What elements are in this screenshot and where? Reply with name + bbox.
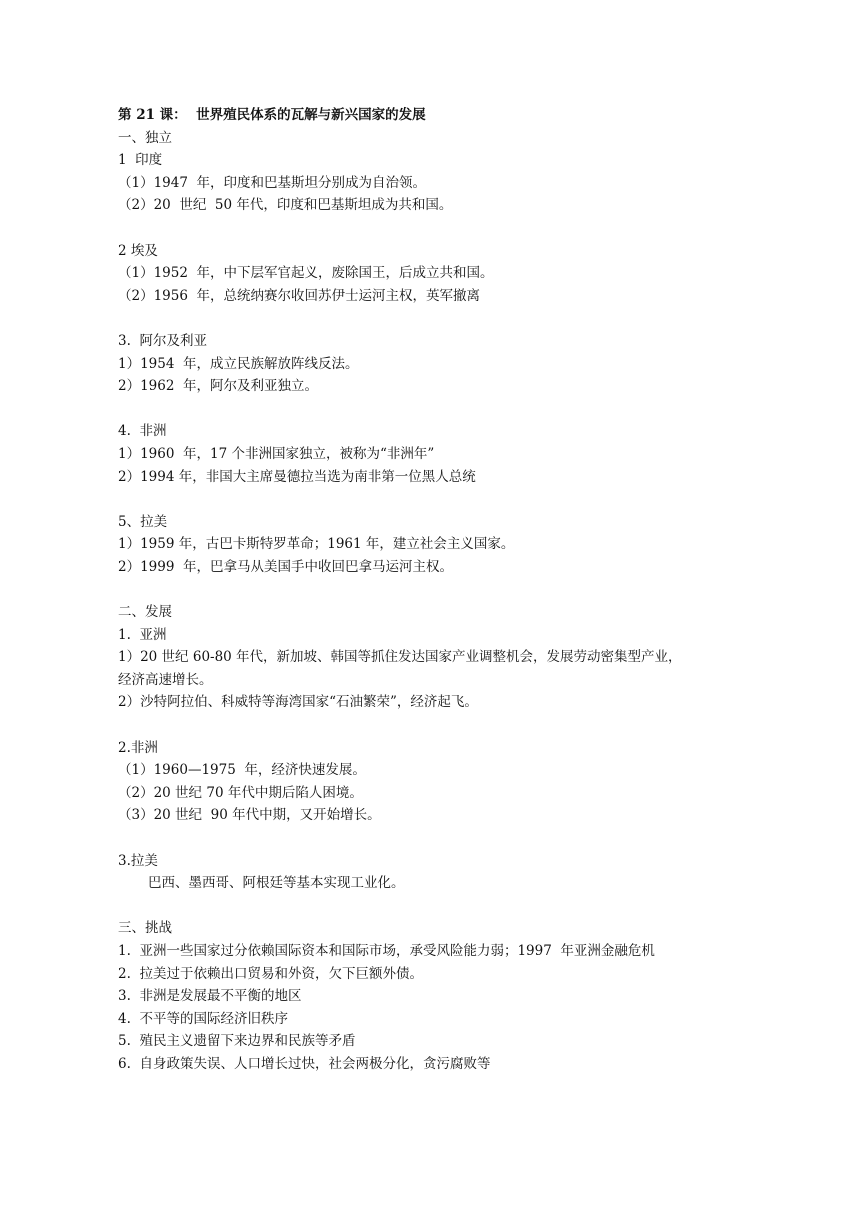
text-line: 5. 殖民主义遗留下来边界和民族等矛盾 bbox=[118, 1033, 356, 1050]
paragraph-gap bbox=[118, 398, 758, 421]
text-line: （3）20 世纪 90 年代中期，又开始增长。 bbox=[118, 807, 381, 824]
text-line: 6. 自身政策失误、人口增长过快，社会两极分化，贪污腐败等 bbox=[118, 1055, 491, 1072]
text-line: （2）20 世纪 50 年代，印度和巴基斯坦成为共和国。 bbox=[118, 197, 453, 214]
subsection-heading-asia: 1. 亚洲 bbox=[118, 626, 167, 643]
text-line: （2）1956 年，总统纳赛尔收回苏伊士运河主权，英军撤离 bbox=[118, 287, 481, 304]
text-line: 2. 拉美过于依赖出口贸易和外资，欠下巨额外债。 bbox=[118, 965, 423, 982]
paragraph-gap bbox=[118, 578, 758, 601]
subsection-heading-latin-america: 5、拉美 bbox=[118, 513, 168, 530]
document-page bbox=[118, 104, 758, 1076]
text-line: 4. 不平等的国际经济旧秩序 bbox=[118, 1010, 288, 1027]
text-line: 1）20 世纪 60-80 年代，新加坡、韩国等抓住发达国家产业调整机会，发展劳动密集型产业， bbox=[118, 649, 682, 666]
subsection-heading-algeria: 3. 阿尔及利亚 bbox=[118, 332, 207, 349]
text-line: 1. 亚洲一些国家过分依赖国际资本和国际市场，承受风险能力弱；1997 年亚洲金融危机 bbox=[118, 942, 655, 959]
subsection-heading-africa-dev: 2.非洲 bbox=[118, 739, 158, 756]
paragraph-gap bbox=[118, 714, 758, 737]
text-line: 2）1994 年，非国大主席曼德拉当选为南非第一位黑人总统 bbox=[118, 468, 476, 485]
text-line: 巴西、墨西哥、阿根廷等基本实现工业化。 bbox=[148, 875, 405, 892]
subsection-heading-africa: 4. 非洲 bbox=[118, 423, 167, 440]
subsection-heading-egypt: 2 埃及 bbox=[118, 242, 158, 259]
text-line: （1）1947 年，印度和巴基斯坦分别成为自治领。 bbox=[118, 174, 427, 191]
text-line: 1）1954 年，成立民族解放阵线反法。 bbox=[118, 355, 359, 372]
text-line: （1）1952 年，中下层军官起义，废除国王，后成立共和国。 bbox=[118, 265, 494, 282]
paragraph-gap bbox=[118, 827, 758, 850]
text-line: 2）1999 年，巴拿马从美国手中收回巴拿马运河主权。 bbox=[118, 558, 454, 575]
paragraph-gap bbox=[118, 895, 758, 918]
text-line: 3. 非洲是发展最不平衡的地区 bbox=[118, 988, 302, 1005]
text-line: 1）1959 年，古巴卡斯特罗革命；1961 年，建立社会主义国家。 bbox=[118, 536, 515, 553]
paragraph-gap bbox=[118, 217, 758, 240]
paragraph-gap bbox=[118, 488, 758, 511]
text-line: （1）1960—1975 年，经济快速发展。 bbox=[118, 762, 366, 779]
paragraph-gap bbox=[118, 307, 758, 330]
section-heading-independence: 一、独立 bbox=[118, 129, 172, 146]
text-line: 2）1962 年，阿尔及利亚独立。 bbox=[118, 378, 319, 395]
text-line: 2）沙特阿拉伯、科威特等海湾国家“石油繁荣”，经济起飞。 bbox=[118, 694, 478, 711]
text-line: （2）20 世纪 70 年代中期后陷人困境。 bbox=[118, 784, 363, 801]
section-heading-development: 二、发展 bbox=[118, 604, 172, 621]
subsection-heading-india: 1 印度 bbox=[118, 152, 163, 169]
section-heading-challenges: 三、挑战 bbox=[118, 920, 172, 937]
text-line: 经济高速增长。 bbox=[118, 671, 213, 688]
text-line: 1）1960 年，17 个非洲国家独立，被称为“非洲年” bbox=[118, 445, 435, 462]
subsection-heading-latin-america-dev: 3.拉美 bbox=[118, 852, 158, 869]
document-title: 第 21 课： 世界殖民体系的瓦解与新兴国家的发展 bbox=[118, 107, 426, 123]
